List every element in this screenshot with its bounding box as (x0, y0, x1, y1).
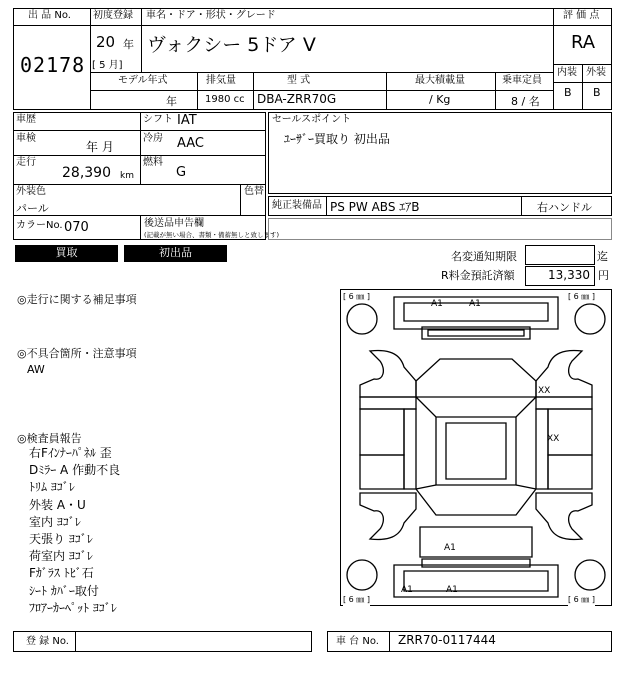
rear-bumper-a1-left: A1 (401, 585, 413, 595)
mileage-label: 走行 (16, 157, 36, 168)
tire-bl-depth: [ 6 ㎜ ] (343, 595, 370, 604)
front-bumper-a1-left: A1 (431, 299, 443, 309)
inspector-report-line: 室内 ﾖｺﾞﾚ (29, 514, 81, 529)
right-upper-mark: XX (538, 386, 551, 396)
inspector-report-line: Dﾐﾗｰ A 作動不良 (29, 463, 121, 478)
title-change-unit: 迄 (597, 250, 608, 263)
equipment-label: 純正装備品 (272, 200, 322, 211)
inspector-report-line: 天張り ﾖｺﾞﾚ (29, 532, 93, 546)
reg-year: 20 (96, 33, 116, 51)
history-label: 車歴 (16, 114, 36, 125)
mileage: 28,390 (62, 165, 111, 181)
docs-right-box (268, 218, 612, 240)
defects-value: AW (27, 363, 45, 376)
mileage-unit: km (120, 171, 134, 181)
equipment: PS PW ABS ｴｱB (330, 200, 420, 214)
shift-label: シフト (143, 114, 173, 125)
front-bumper-a1-right: A1 (469, 299, 481, 309)
model-name: ヴォクシー 5ドア V (147, 34, 316, 56)
reg-month: [ 5 月] (92, 60, 123, 71)
recycle-amount: 13,330 (548, 268, 590, 282)
tire-tl-depth: [ 6 ㎜ ] (343, 292, 370, 301)
inspector-report-line: ﾌﾛｱｰｶｰﾍﾟｯﾄ ﾖｺﾞﾚ (29, 600, 117, 615)
displacement-label: 排気量 (206, 75, 236, 86)
lot-number: 02178 (20, 53, 86, 77)
steering: 右ハンドル (537, 201, 592, 214)
docs-note: (記載が無い場合、書類・備蓄無しと致します) (144, 231, 280, 239)
model-year-unit: 年 (166, 95, 177, 108)
reg-year-unit: 年 (123, 38, 134, 51)
chassis-label: 車 台 No. (336, 636, 379, 647)
color: パール (16, 202, 49, 215)
driving-notes-title: ◎走行に関する補足事項 (17, 293, 137, 306)
title-change-label: 名変通知期限 (451, 250, 517, 263)
inspector-report-line: ｼｰﾄ ｶﾊﾞｰ取付 (29, 583, 99, 598)
rear-gate-a1: A1 (444, 543, 456, 553)
inspector-report-line: 荷室内 ﾖｺﾞﾚ (29, 549, 93, 564)
sales-point-label: セールスポイント (272, 114, 352, 125)
ac: AAC (177, 136, 204, 151)
fuel-label: 燃料 (143, 157, 163, 168)
lot-label: 出 品 No. (28, 10, 71, 21)
color-label: 外装色 (16, 186, 46, 197)
displacement: 1980 cc (205, 94, 245, 105)
color-no: 070 (64, 220, 89, 235)
tire-tr-depth: [ 6 ㎜ ] (568, 292, 595, 301)
chassis-number: ZRR70-0117444 (398, 633, 496, 647)
chassis-type: DBA-ZRR70G (257, 92, 337, 106)
inspector-title: ◎検査員報告 (17, 432, 82, 445)
grade-value: RA (571, 32, 596, 53)
defects-title: ◎不具合箇所・注意事項 (17, 347, 137, 360)
tire-br-depth: [ 6 ㎜ ] (568, 595, 595, 604)
grade-label: 評 価 点 (563, 10, 600, 21)
fuel: G (176, 165, 187, 180)
sales-point: ﾕｰｻﾞｰ買取り 初出品 (284, 132, 390, 146)
inspection: 年 月 (86, 140, 114, 154)
inspection-label: 車検 (16, 133, 36, 144)
right-door-mark: XX (547, 434, 560, 444)
rear-bumper-a1-right: A1 (446, 585, 458, 595)
shift: IAT (177, 113, 197, 128)
model-label: 車名・ドア・形状・グレード (146, 10, 276, 21)
exterior-label: 外装 (586, 67, 606, 78)
registration-label: 登 録 No. (26, 636, 69, 647)
recycle-unit: 円 (598, 269, 609, 282)
title-change-box (525, 245, 595, 265)
interior-label: 内装 (557, 67, 577, 78)
first-reg-label: 初度登録 (93, 10, 133, 21)
recycle-label: R料金預託済額 (441, 269, 515, 282)
inspector-report-line: 外装 A・U (29, 497, 86, 512)
ac-label: 冷房 (143, 133, 163, 144)
interior-grade: B (564, 86, 572, 99)
capacity-label: 乗車定員 (502, 75, 542, 86)
inspector-report-line: 右Fｲﾝﾅｰﾊﾟﾈﾙ 歪 (29, 446, 112, 460)
color-no-label: カラーNo. (16, 220, 63, 231)
docs-label: 後送品申告欄 (144, 218, 204, 229)
type-label: 型 式 (287, 75, 311, 86)
payload: / Kg (429, 93, 451, 106)
tag-first-listing: 初出品 (124, 245, 227, 262)
model-year-label: モデル年式 (118, 75, 168, 86)
capacity: 8 / 名 (511, 95, 540, 108)
color-change-label: 色替 (244, 186, 264, 197)
inspector-report-line: ﾄﾘﾑ ﾖｺﾞﾚ (29, 480, 75, 495)
car-diagram-drawing (340, 289, 612, 606)
exterior-grade: B (593, 86, 601, 99)
payload-label: 最大積載量 (415, 75, 465, 86)
inspector-report-line: Fｶﾞﾗｽ ﾄﾋﾞ石 (29, 566, 94, 581)
tag-buyout: 買取 (15, 245, 118, 262)
